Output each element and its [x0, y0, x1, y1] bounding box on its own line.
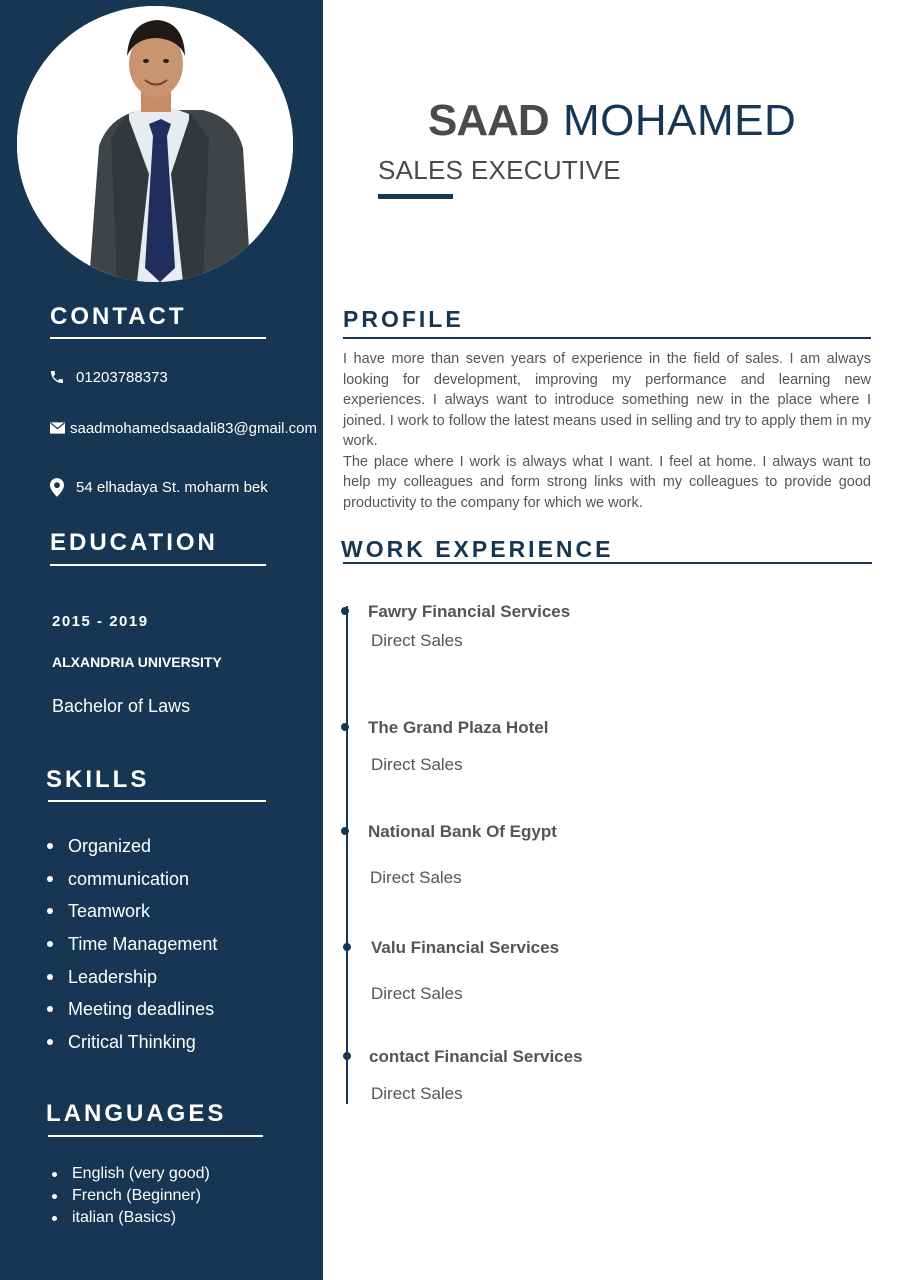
- address-text: 54 elhadaya St. moharm bek: [76, 478, 268, 496]
- education-heading: EDUCATION: [50, 529, 218, 556]
- skill-item: Meeting deadlines: [47, 996, 217, 1029]
- job-company: The Grand Plaza Hotel: [368, 718, 549, 737]
- job-role: Direct Sales: [371, 1084, 463, 1103]
- profile-summary: [343, 349, 871, 513]
- job-role: Direct Sales: [371, 984, 463, 1003]
- job-role: Direct Sales: [371, 755, 463, 774]
- profile-paragraph: I have more than seven years of experience in the field of sales. I am always looking for development, improving my performance and learning new experiences. I always want to introduce something new in the place where I joined. I work to follow the latest means used in selling and try to apply them in my work.: [343, 351, 871, 449]
- mail-icon: [48, 419, 66, 437]
- language-item: French (Beginner): [52, 1185, 210, 1207]
- skill-item: Organized: [47, 833, 217, 866]
- profile-divider: [343, 337, 871, 339]
- contact-address: [48, 478, 268, 496]
- education-years: 2015 - 2019: [52, 613, 149, 630]
- sidebar: [0, 0, 323, 1280]
- languages-list: [52, 1163, 210, 1229]
- skills-heading: SKILLS: [46, 766, 150, 793]
- timeline-dot: [341, 607, 349, 615]
- profile-photo: [17, 6, 293, 282]
- skills-divider: [48, 800, 266, 802]
- job-company: Fawry Financial Services: [368, 602, 571, 621]
- skill-item: Time Management: [47, 931, 217, 964]
- language-item: English (very good): [52, 1163, 210, 1185]
- languages-divider: [48, 1135, 263, 1137]
- skills-list: [47, 833, 217, 1062]
- timeline-dot: [343, 1052, 351, 1060]
- timeline-dot: [341, 827, 349, 835]
- timeline-line: [346, 606, 348, 1104]
- job-company: National Bank Of Egypt: [368, 822, 557, 841]
- phone-number[interactable]: 01203788373: [76, 368, 168, 386]
- job-company: Valu Financial Services: [371, 938, 560, 957]
- email-address[interactable]: saadmohamedsaadali83@gmail.com: [70, 419, 318, 437]
- contact-phone: [48, 368, 168, 386]
- job-company: contact Financial Services: [369, 1047, 583, 1066]
- last-name: MOHAMED: [563, 96, 797, 145]
- language-item: italian (Basics): [52, 1207, 210, 1229]
- languages-heading: LANGUAGES: [46, 1100, 227, 1127]
- skill-item: Leadership: [47, 964, 217, 997]
- education-degree: Bachelor of Laws: [52, 696, 191, 716]
- contact-email: [48, 419, 317, 437]
- title-accent-bar: [378, 194, 453, 199]
- skill-item: Teamwork: [47, 898, 217, 931]
- profile-heading: PROFILE: [343, 306, 464, 332]
- education-school: ALXANDRIA UNIVERSITY: [52, 654, 222, 670]
- first-name: SAAD: [428, 96, 549, 145]
- job-title: SALES EXECUTIVE: [378, 155, 621, 185]
- job-role: Direct Sales: [370, 868, 462, 887]
- skill-item: communication: [47, 866, 217, 899]
- timeline-dot: [341, 723, 349, 731]
- location-pin-icon: [48, 478, 66, 496]
- contact-divider: [50, 337, 266, 339]
- work-experience-heading: WORK EXPERIENCE: [341, 536, 614, 562]
- contact-heading: CONTACT: [50, 303, 187, 330]
- education-divider: [50, 564, 266, 566]
- work-experience-divider: [343, 562, 872, 564]
- job-role: Direct Sales: [371, 631, 463, 650]
- profile-paragraph: The place where I work is always what I want. I feel at home. I always want to help my colleagues and form strong links with my colleagues to provide good productivity to the company for which we work.: [343, 453, 871, 511]
- timeline-dot: [343, 943, 351, 951]
- skill-item: Critical Thinking: [47, 1029, 217, 1062]
- phone-icon: [48, 368, 66, 386]
